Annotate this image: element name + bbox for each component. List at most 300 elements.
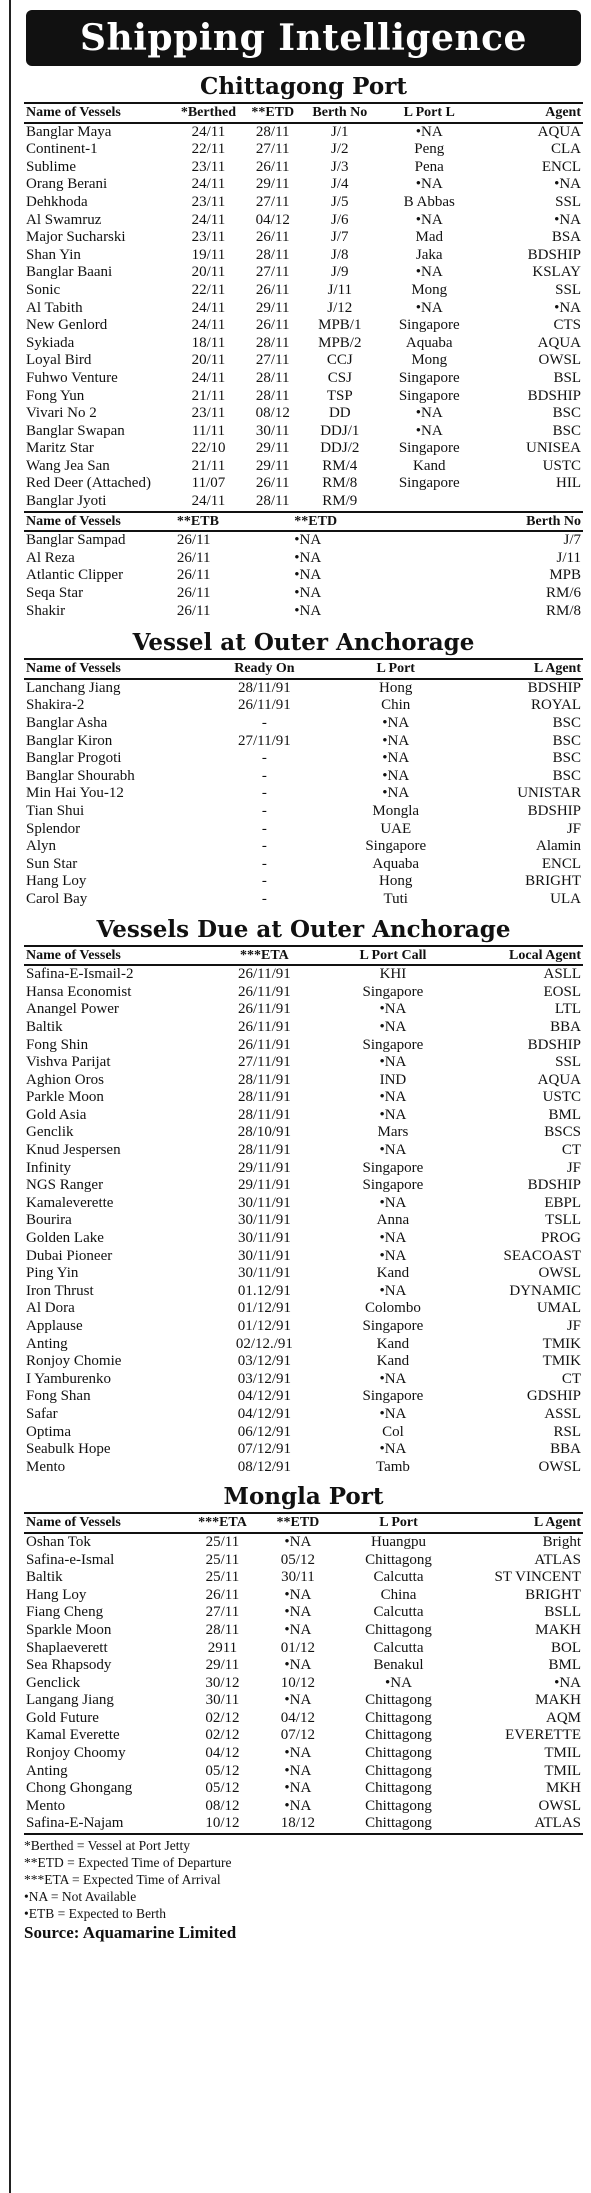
- table-cell: 26/11: [255, 229, 290, 246]
- table-cell: BSL: [553, 369, 581, 386]
- table-cell: 28/11/91: [237, 1142, 291, 1159]
- table-cell: China: [380, 1586, 417, 1603]
- table-cell: 24/11: [191, 369, 226, 386]
- table-cell: UAE: [380, 820, 412, 837]
- table-row: [24, 1054, 583, 1072]
- table-cell: 30/11/91: [237, 1265, 291, 1282]
- table-cell: J/1: [331, 123, 349, 140]
- col-header: ***ETA: [186, 1513, 259, 1533]
- table-cell: 04/12: [280, 1709, 315, 1726]
- table-cell: JF: [566, 1318, 581, 1334]
- table-row: [24, 697, 583, 715]
- table-row: [24, 679, 583, 698]
- table-cell: BOL: [551, 1639, 581, 1656]
- table-row: [24, 750, 583, 768]
- table-cell: 26/11/91: [237, 1001, 291, 1018]
- table-cell: 26/11/91: [237, 697, 291, 714]
- table-cell: 28/11: [255, 334, 290, 351]
- table-cell: MKH: [545, 1780, 581, 1797]
- table-cell: Al Swamruz: [26, 211, 102, 228]
- table-cell: Kand: [376, 1335, 410, 1352]
- table-cell: •NA: [415, 422, 443, 439]
- table-row: [24, 1353, 583, 1371]
- table-cell: •NA: [379, 1194, 407, 1211]
- table-cell: •NA: [379, 1405, 407, 1422]
- table-cell: 27/11: [255, 193, 290, 210]
- table-cell: •NA: [284, 1762, 312, 1779]
- table-cell: 10/12: [205, 1815, 240, 1832]
- table-cell: Singapore: [398, 387, 460, 404]
- table-cell: •NA: [284, 1533, 312, 1550]
- table-cell: BRIGHT: [525, 1586, 581, 1603]
- table-row: [24, 317, 583, 335]
- table-cell: Sublime: [26, 158, 77, 175]
- table-cell: 04/12: [255, 211, 290, 228]
- table-row: [24, 838, 583, 856]
- table-cell: Banglar Progoti: [26, 750, 122, 767]
- table-cell: J/8: [331, 246, 349, 263]
- table-cell: ENCL: [541, 855, 581, 872]
- table-cell: BSC: [552, 422, 581, 439]
- table-cell: Singapore: [362, 1388, 424, 1405]
- table-cell: 23/11: [191, 405, 226, 422]
- table-cell: •NA: [294, 549, 322, 566]
- table-row: [24, 1727, 583, 1745]
- column-rule: [9, 0, 11, 2193]
- table-row: [24, 1587, 583, 1605]
- table-cell: AQUA: [537, 123, 581, 140]
- table-row: [24, 1552, 583, 1570]
- table-body: [24, 123, 583, 511]
- table-cell: 24/11: [191, 493, 226, 510]
- table-cell: Chittagong: [365, 1797, 432, 1814]
- table-cell: 06/12/91: [237, 1423, 292, 1440]
- table-cell: •NA: [379, 1282, 407, 1299]
- table-cell: 08/12: [255, 405, 290, 422]
- table-cell: Anting: [26, 1762, 68, 1779]
- table-cell: ASSL: [544, 1405, 581, 1422]
- table-cell: •NA: [284, 1692, 312, 1709]
- table-cell: 27/11: [205, 1604, 240, 1621]
- table-cell: -: [261, 767, 267, 784]
- table-cell: Chong Ghongang: [26, 1780, 133, 1797]
- table-cell: 07/12: [280, 1727, 315, 1744]
- table-cell: •NA: [284, 1621, 312, 1638]
- table-cell: Shakira-2: [26, 697, 85, 714]
- table-cell: Seabulk Hope: [26, 1441, 111, 1458]
- table-cell: 26/11: [255, 475, 290, 492]
- table-cell: MAKH: [535, 1692, 581, 1709]
- table-cell: Sea Rhapsody: [26, 1657, 112, 1674]
- table-cell: 28/10/91: [237, 1124, 292, 1141]
- table-cell: 26/11: [176, 532, 211, 549]
- table-cell: J/11: [327, 281, 353, 298]
- col-header: L Agent: [460, 1513, 583, 1533]
- table-cell: Chittagong: [365, 1551, 432, 1568]
- table-cell: 28/11: [255, 246, 290, 263]
- table-cell: 24/11: [191, 123, 226, 140]
- table-cell: Hang Loy: [26, 873, 87, 890]
- table-cell: J/7: [563, 532, 581, 549]
- table-cell: 28/11: [255, 123, 290, 140]
- table-cell: •NA: [382, 750, 410, 767]
- table-cell: 26/11: [176, 567, 211, 584]
- table-cell: 24/11: [191, 317, 226, 334]
- table-cell: Knud Jespersen: [26, 1142, 121, 1159]
- table-cell: Banglar Shourabh: [26, 767, 135, 784]
- table-cell: •NA: [379, 1001, 407, 1018]
- table-cell: Optima: [26, 1423, 71, 1440]
- table-cell: Banglar Jyoti: [26, 493, 107, 510]
- table-cell: •NA: [284, 1657, 312, 1674]
- table-body: [24, 679, 583, 909]
- table-cell: Atlantic Clipper: [26, 567, 124, 584]
- table-cell: 02/12: [205, 1709, 240, 1726]
- table-row: [24, 1160, 583, 1178]
- col-header: Berth No: [303, 103, 376, 123]
- table-cell: TSP: [326, 387, 353, 404]
- table-cell: 27/11: [255, 352, 290, 369]
- table-cell: Iron Thrust: [26, 1282, 94, 1299]
- table-cell: Mad: [415, 229, 443, 246]
- table-cell: 01/12/91: [237, 1300, 292, 1317]
- table-header: [24, 1513, 583, 1533]
- table-cell: Al Tabith: [26, 299, 83, 316]
- table-row: [24, 1710, 583, 1728]
- table-cell: 22/11: [191, 281, 226, 298]
- table-row: [24, 229, 583, 247]
- table-cell: Sonic: [26, 281, 61, 298]
- table-cell: BRIGHT: [525, 873, 581, 890]
- table-cell: Fuhwo Venture: [26, 369, 118, 386]
- table-row: [24, 803, 583, 821]
- table-cell: 08/12: [205, 1797, 240, 1814]
- table-row: [24, 1300, 583, 1318]
- table-cell: Singapore: [398, 317, 460, 334]
- table-row: [24, 352, 583, 370]
- table-outer-anchorage: [24, 658, 583, 908]
- table-cell: Tamb: [375, 1458, 410, 1475]
- table-row: [24, 1622, 583, 1640]
- table-cell: 02/12: [205, 1727, 240, 1744]
- table-row: [24, 1177, 583, 1195]
- table-cell: Chittagong: [365, 1762, 432, 1779]
- table-cell: Singapore: [398, 369, 460, 386]
- table-cell: 26/11: [255, 158, 290, 175]
- table-cell: Shaplaeverett: [26, 1639, 108, 1656]
- table-cell: UNISEA: [526, 440, 581, 457]
- table-row: [24, 388, 583, 406]
- table-cell: Mongla: [372, 802, 420, 819]
- table-row: [24, 715, 583, 733]
- table-cell: MAKH: [535, 1621, 581, 1638]
- table-cell: 29/11: [255, 440, 290, 457]
- table-cell: Baltik: [26, 1018, 63, 1035]
- table-row: [24, 1604, 583, 1622]
- table-cell: 29/11: [255, 176, 290, 193]
- table-body: [24, 965, 583, 1476]
- table-cell: •NA: [379, 1106, 407, 1123]
- section-title-chittagong: Chittagong Port: [200, 73, 407, 100]
- table-header: [24, 512, 583, 532]
- table-cell: •NA: [379, 1247, 407, 1264]
- table-cell: RM/6: [545, 585, 581, 602]
- table-cell: Continent-1: [26, 141, 98, 158]
- table-cell: Aquaba: [372, 855, 420, 872]
- source-credit: Source: Aquamarine Limited: [24, 1923, 237, 1943]
- col-header: **ETD: [259, 1513, 337, 1533]
- table-cell: Ping Yin: [26, 1265, 79, 1282]
- table-cell: Anna: [376, 1212, 410, 1229]
- table-cell: BML: [548, 1106, 581, 1123]
- table-cell: Safina-E-Ismail-2: [26, 966, 134, 983]
- table-cell: Aghion Oros: [26, 1071, 104, 1088]
- section-title-outer-anchorage: Vessel at Outer Anchorage: [132, 629, 475, 657]
- table-cell: AQUA: [537, 334, 581, 351]
- table-cell: Infinity: [26, 1159, 71, 1176]
- table-cell: BML: [548, 1657, 581, 1674]
- table-header: [24, 946, 583, 966]
- table-cell: CSJ: [327, 369, 352, 386]
- table-cell: Sykiada: [26, 334, 75, 351]
- table-cell: 28/11: [255, 387, 290, 404]
- table-row: [24, 264, 583, 282]
- col-header: Name of Vessels: [24, 103, 175, 123]
- table-cell: CTS: [553, 317, 581, 334]
- table-cell: J/7: [331, 229, 349, 246]
- table-cell: 26/11: [205, 1586, 240, 1603]
- table-row: [24, 1657, 583, 1675]
- table-cell: 01/12: [280, 1639, 315, 1656]
- table-cell: Chittagong: [365, 1745, 432, 1762]
- table-cell: Fiang Cheng: [26, 1604, 104, 1621]
- table-cell: JF: [566, 820, 581, 837]
- table-chittagong-due-berth: [24, 511, 583, 621]
- table-cell: Tuti: [383, 890, 408, 907]
- table-cell: 25/11: [205, 1551, 240, 1568]
- table-cell: BSLL: [544, 1604, 581, 1621]
- table-cell: SEACOAST: [503, 1247, 581, 1264]
- footnote: •NA = Not Available: [24, 1889, 137, 1905]
- table-row: [24, 194, 583, 212]
- table-cell: CCJ: [326, 352, 353, 369]
- table-cell: 27/11: [255, 264, 290, 281]
- table-cell: 27/11/91: [237, 732, 291, 749]
- table-cell: 05/12: [205, 1780, 240, 1797]
- table-cell: Mento: [26, 1458, 66, 1475]
- table-cell: •NA: [284, 1797, 312, 1814]
- table-cell: 30/11: [281, 1569, 315, 1586]
- table-cell: •NA: [415, 405, 443, 422]
- table-cell: USTC: [542, 457, 581, 474]
- table-row: [24, 1195, 583, 1213]
- table-cell: BSC: [552, 405, 581, 422]
- table-cell: GDSHIP: [526, 1388, 581, 1405]
- table-cell: Singapore: [362, 1159, 424, 1176]
- table-row: [24, 585, 583, 603]
- table-cell: Chittagong: [365, 1692, 432, 1709]
- table-cell: TMIK: [542, 1353, 581, 1370]
- table-row: [24, 768, 583, 786]
- table-cell: 24/11: [191, 211, 226, 228]
- table-cell: 28/11: [205, 1621, 240, 1638]
- table-cell: •NA: [385, 1674, 412, 1691]
- table-cell: Baltik: [26, 1569, 63, 1586]
- table-cell: ULA: [550, 890, 581, 907]
- table-mongla: [24, 1512, 583, 1833]
- table-cell: •NA: [554, 211, 581, 228]
- table-cell: Shakir: [26, 602, 66, 619]
- table-cell: 22/10: [191, 440, 226, 457]
- table-cell: Al Dora: [26, 1300, 75, 1317]
- col-header: L Port: [320, 659, 471, 679]
- table-cell: Lanchang Jiang: [26, 679, 121, 696]
- table-cell: Major Sucharski: [26, 229, 126, 246]
- table-cell: Huangpu: [371, 1533, 426, 1550]
- table-cell: 19/11: [191, 246, 226, 263]
- table-row: [24, 123, 583, 142]
- table-cell: •NA: [294, 585, 322, 602]
- table-cell: •NA: [284, 1604, 312, 1621]
- col-header: Name of Vessels: [24, 512, 175, 532]
- table-cell: BSC: [552, 715, 581, 731]
- table-cell: ATLAS: [534, 1551, 581, 1568]
- table-cell: BSC: [552, 767, 581, 784]
- table-cell: Singapore: [362, 1036, 424, 1053]
- table-cell: SSL: [555, 281, 581, 298]
- table-row: [24, 891, 583, 909]
- col-header: L Port L: [376, 103, 482, 123]
- table-cell: BSA: [551, 229, 581, 246]
- table-cell: BSC: [552, 750, 581, 767]
- table-row: [24, 493, 583, 511]
- table-cell: Jaka: [415, 246, 443, 263]
- table-cell: 01.12/91: [237, 1282, 291, 1299]
- table-cell: Splendor: [26, 820, 81, 837]
- table-row: [24, 733, 583, 751]
- table-row: [24, 1001, 583, 1019]
- table-cell: •NA: [294, 532, 322, 549]
- table-cell: 23/11: [191, 193, 226, 210]
- table-cell: •NA: [379, 1054, 407, 1071]
- col-header: **ETD: [242, 103, 303, 123]
- table-cell: 20/11: [191, 352, 226, 369]
- table-cell: 30/11: [205, 1692, 240, 1709]
- table-cell: 2911: [207, 1639, 238, 1656]
- table-cell: 02/12./91: [235, 1335, 293, 1352]
- table-row: [24, 984, 583, 1002]
- table-cell: •NA: [382, 785, 410, 802]
- table-row: [24, 247, 583, 265]
- table-cell: Red Deer (Attached): [26, 475, 151, 492]
- table-cell: 28/11/91: [237, 1071, 291, 1088]
- col-header: *Berthed: [175, 103, 242, 123]
- table-row: [24, 141, 583, 159]
- table-cell: 29/11: [205, 1657, 240, 1674]
- table-cell: •NA: [284, 1780, 312, 1797]
- section-title-mongla: Mongla Port: [223, 1483, 384, 1511]
- table-cell: BBA: [550, 1441, 581, 1458]
- table-cell: USTC: [542, 1089, 581, 1106]
- table-cell: Anting: [26, 1335, 68, 1352]
- table-cell: -: [261, 820, 267, 837]
- table-cell: Loyal Bird: [26, 352, 92, 369]
- table-cell: New Genlord: [26, 317, 108, 334]
- table-row: [24, 531, 583, 550]
- table-cell: 26/11: [176, 549, 211, 566]
- table-cell: Vivari No 2: [26, 405, 97, 422]
- table-cell: •NA: [379, 1089, 407, 1106]
- table-row: [24, 1459, 583, 1477]
- table-cell: Bright: [542, 1533, 581, 1550]
- table-row: [24, 856, 583, 874]
- table-row: [24, 1533, 583, 1552]
- table-cell: DYNAMIC: [509, 1282, 581, 1299]
- table-cell: Vishva Parijat: [26, 1054, 111, 1071]
- table-cell: J/11: [556, 549, 581, 566]
- table-cell: 26/11/91: [237, 983, 291, 1000]
- table-cell: TMIL: [544, 1762, 581, 1779]
- table-cell: EOSL: [543, 983, 581, 1000]
- table-cell: Genclik: [26, 1124, 74, 1141]
- table-cell: Chittagong: [365, 1709, 432, 1726]
- table-cell: TMIK: [542, 1335, 581, 1352]
- table-cell: •NA: [415, 299, 443, 316]
- table-cell: OWSL: [538, 352, 581, 369]
- table-row: [24, 603, 583, 621]
- table-row: [24, 405, 583, 423]
- table-body: [24, 1533, 583, 1833]
- table-cell: OWSL: [538, 1265, 581, 1282]
- col-header: Local Agent: [466, 946, 583, 966]
- footnote: *Berthed = Vessel at Port Jetty: [24, 1838, 190, 1854]
- table-cell: 11/07: [191, 475, 226, 492]
- table-cell: Oshan Tok: [26, 1533, 91, 1550]
- table-cell: EVERETTE: [505, 1727, 581, 1744]
- table-cell: •NA: [554, 299, 581, 316]
- table-row: [24, 1441, 583, 1459]
- table-cell: BDSHIP: [527, 387, 581, 404]
- footnote: **ETD = Expected Time of Departure: [24, 1855, 232, 1871]
- table-cell: Safina-e-Ismal: [26, 1551, 115, 1568]
- table-row: [24, 440, 583, 458]
- table-cell: 29/11/91: [237, 1177, 291, 1194]
- table-cell: B Abbas: [403, 193, 455, 210]
- table-cell: Banglar Swapan: [26, 422, 125, 439]
- table-cell: Gold Asia: [26, 1106, 87, 1123]
- col-header: L Port: [337, 1513, 460, 1533]
- footnote: •ETB = Expected to Berth: [24, 1906, 167, 1922]
- table-cell: 28/11: [255, 493, 290, 510]
- table-cell: CT: [561, 1370, 581, 1387]
- table-cell: -: [261, 750, 267, 767]
- table-row: [24, 1640, 583, 1658]
- table-cell: Chittagong: [365, 1815, 432, 1832]
- table-cell: •NA: [382, 767, 410, 784]
- table-cell: J/6: [331, 211, 349, 228]
- table-cell: 08/12/91: [237, 1458, 292, 1475]
- table-cell: TMIL: [544, 1745, 581, 1762]
- table-row: [24, 1265, 583, 1283]
- table-row: [24, 567, 583, 585]
- table-cell: RM/4: [322, 457, 358, 474]
- table-header: [24, 103, 583, 123]
- table-row: [24, 1336, 583, 1354]
- table-cell: Singapore: [398, 440, 460, 457]
- table-cell: [482, 493, 583, 511]
- page-title: Shipping Intelligence: [26, 10, 581, 66]
- table-cell: Tian Shui: [26, 802, 85, 819]
